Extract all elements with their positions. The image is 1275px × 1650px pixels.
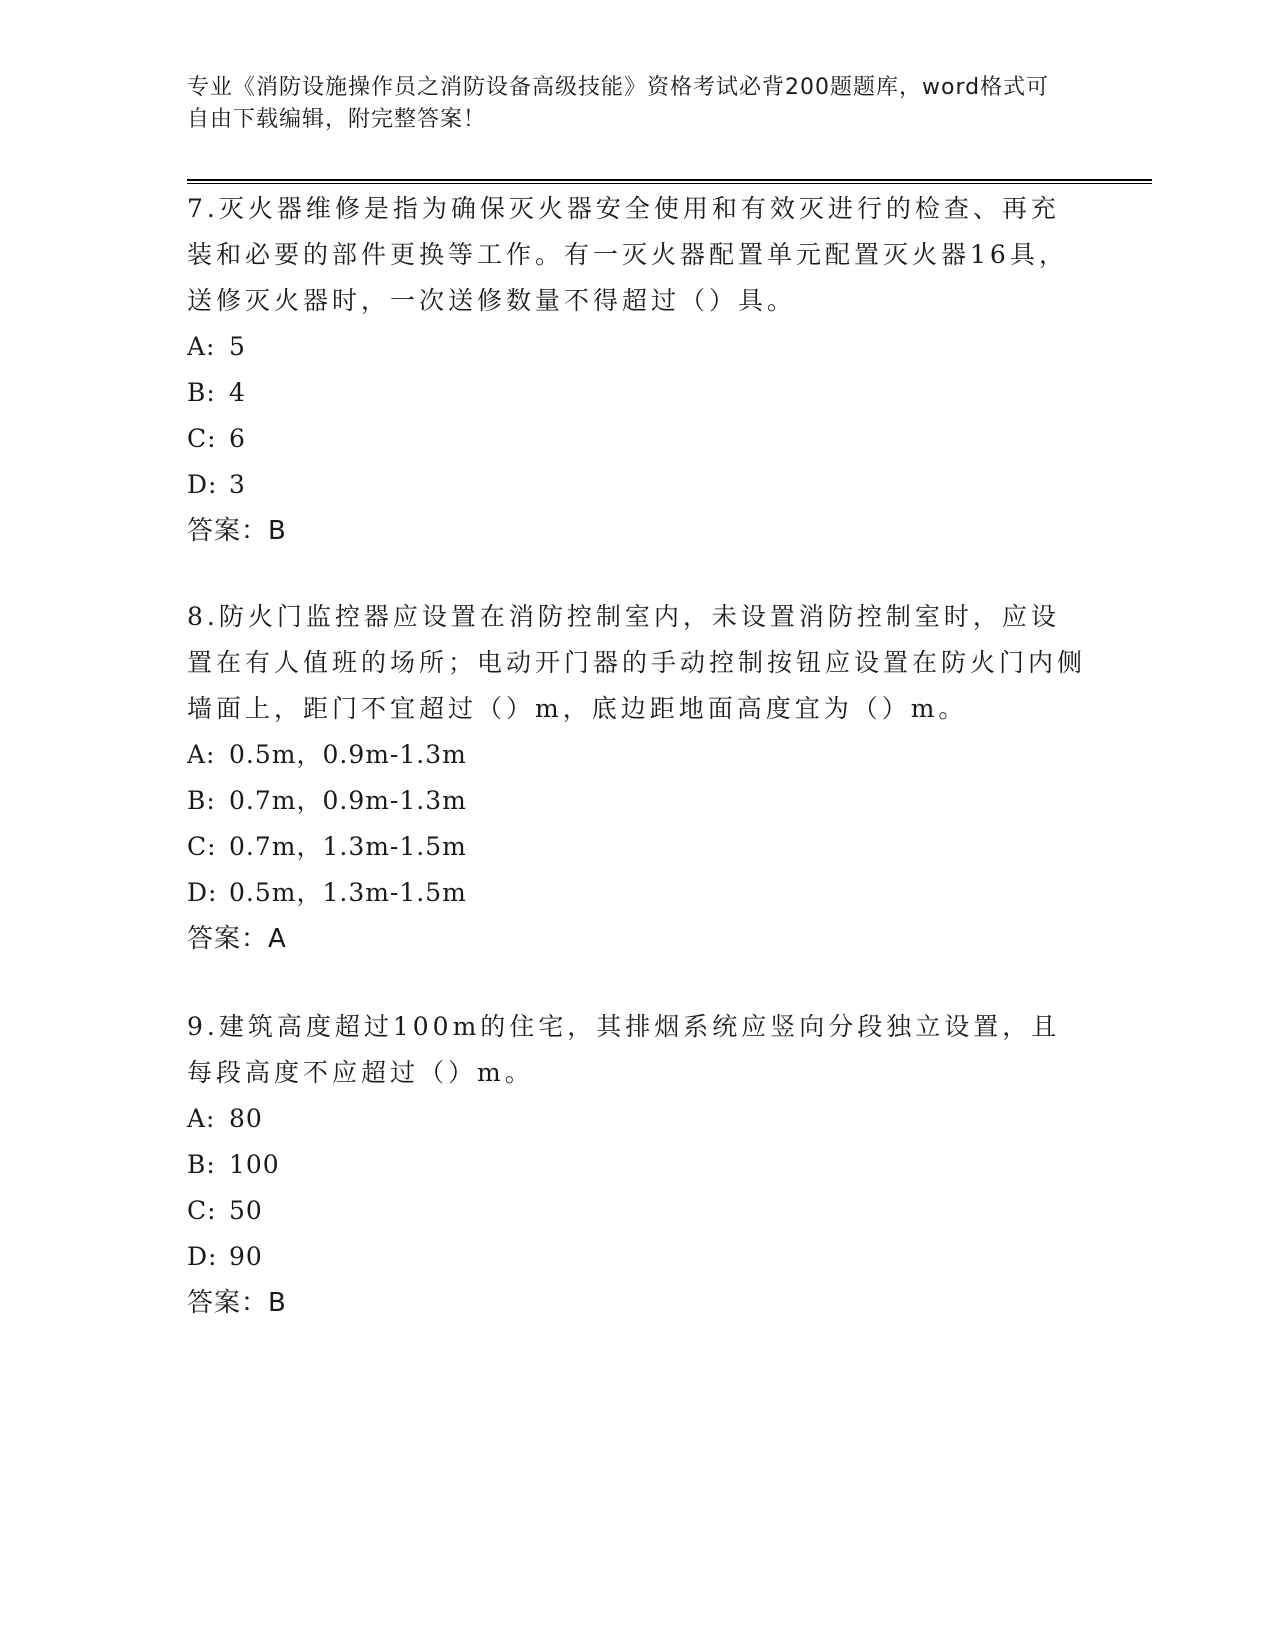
option-text: 100 xyxy=(229,1150,280,1179)
option-a xyxy=(187,324,1087,370)
option-text: 0.5m，1.3m-1.5m xyxy=(229,878,467,907)
option-d xyxy=(187,1234,1087,1280)
option-b xyxy=(187,370,1087,416)
page-header: 专业《消防设施操作员之消防设备高级技能》资格考试必背200题题库，word格式可自由下载编辑，附完整答案！ xyxy=(187,75,1050,132)
header-divider xyxy=(187,179,1152,184)
question-stem: 7.灭火器维修是指为确保灭火器安全使用和有效灭进行的检查、再充装和必要的部件更换等工作。有一灭火器配置单元配置灭火器16具，送修灭火器时，一次送修数量不得超过（）具。 xyxy=(187,194,1068,315)
option-letter: D: xyxy=(187,878,218,907)
option-a xyxy=(187,1096,1087,1142)
option-b xyxy=(187,1142,1087,1188)
option-text: 50 xyxy=(229,1196,263,1225)
option-text: 6 xyxy=(229,424,246,453)
option-text: 0.5m，0.9m-1.3m xyxy=(229,740,467,769)
option-c xyxy=(187,1188,1087,1234)
option-letter: A: xyxy=(187,332,216,361)
option-text: 0.7m，0.9m-1.3m xyxy=(229,786,467,815)
option-list xyxy=(187,1096,1087,1280)
option-c xyxy=(187,416,1087,462)
answer-line: 答案：B xyxy=(187,516,287,546)
answer-line: 答案：B xyxy=(187,1288,287,1318)
option-letter: D: xyxy=(187,1242,218,1271)
option-list xyxy=(187,324,1087,508)
question-9 xyxy=(187,1004,1087,1326)
option-c xyxy=(187,824,1087,870)
option-letter: C: xyxy=(187,1196,217,1225)
option-letter: C: xyxy=(187,424,217,453)
option-text: 3 xyxy=(229,470,246,499)
option-text: 5 xyxy=(229,332,246,361)
option-text: 80 xyxy=(229,1104,263,1133)
option-letter: C: xyxy=(187,832,217,861)
option-text: 4 xyxy=(229,378,246,407)
question-stem: 9.建筑高度超过100m的住宅，其排烟系统应竖向分段独立设置，且每段高度不应超过（）m。 xyxy=(187,1012,1061,1087)
option-a xyxy=(187,732,1087,778)
option-letter: A: xyxy=(187,740,216,769)
question-stem: 8.防火门监控器应设置在消防控制室内，未设置消防控制室时，应设置在有人值班的场所；电动开门器的手动控制按钮应设置在防火门内侧墙面上，距门不宜超过（）m，底边距地面高度宜为（）m。 xyxy=(187,602,1087,723)
option-text: 90 xyxy=(229,1242,263,1271)
option-letter: B: xyxy=(187,378,216,407)
option-letter: A: xyxy=(187,1104,216,1133)
option-letter: D: xyxy=(187,470,218,499)
option-d xyxy=(187,870,1087,916)
option-letter: B: xyxy=(187,786,216,815)
question-7 xyxy=(187,186,1087,554)
answer-line: 答案：A xyxy=(187,924,287,954)
option-b xyxy=(187,778,1087,824)
option-letter: B: xyxy=(187,1150,216,1179)
question-8 xyxy=(187,594,1087,962)
option-list xyxy=(187,732,1087,916)
option-d xyxy=(187,462,1087,508)
option-text: 0.7m，1.3m-1.5m xyxy=(229,832,467,861)
